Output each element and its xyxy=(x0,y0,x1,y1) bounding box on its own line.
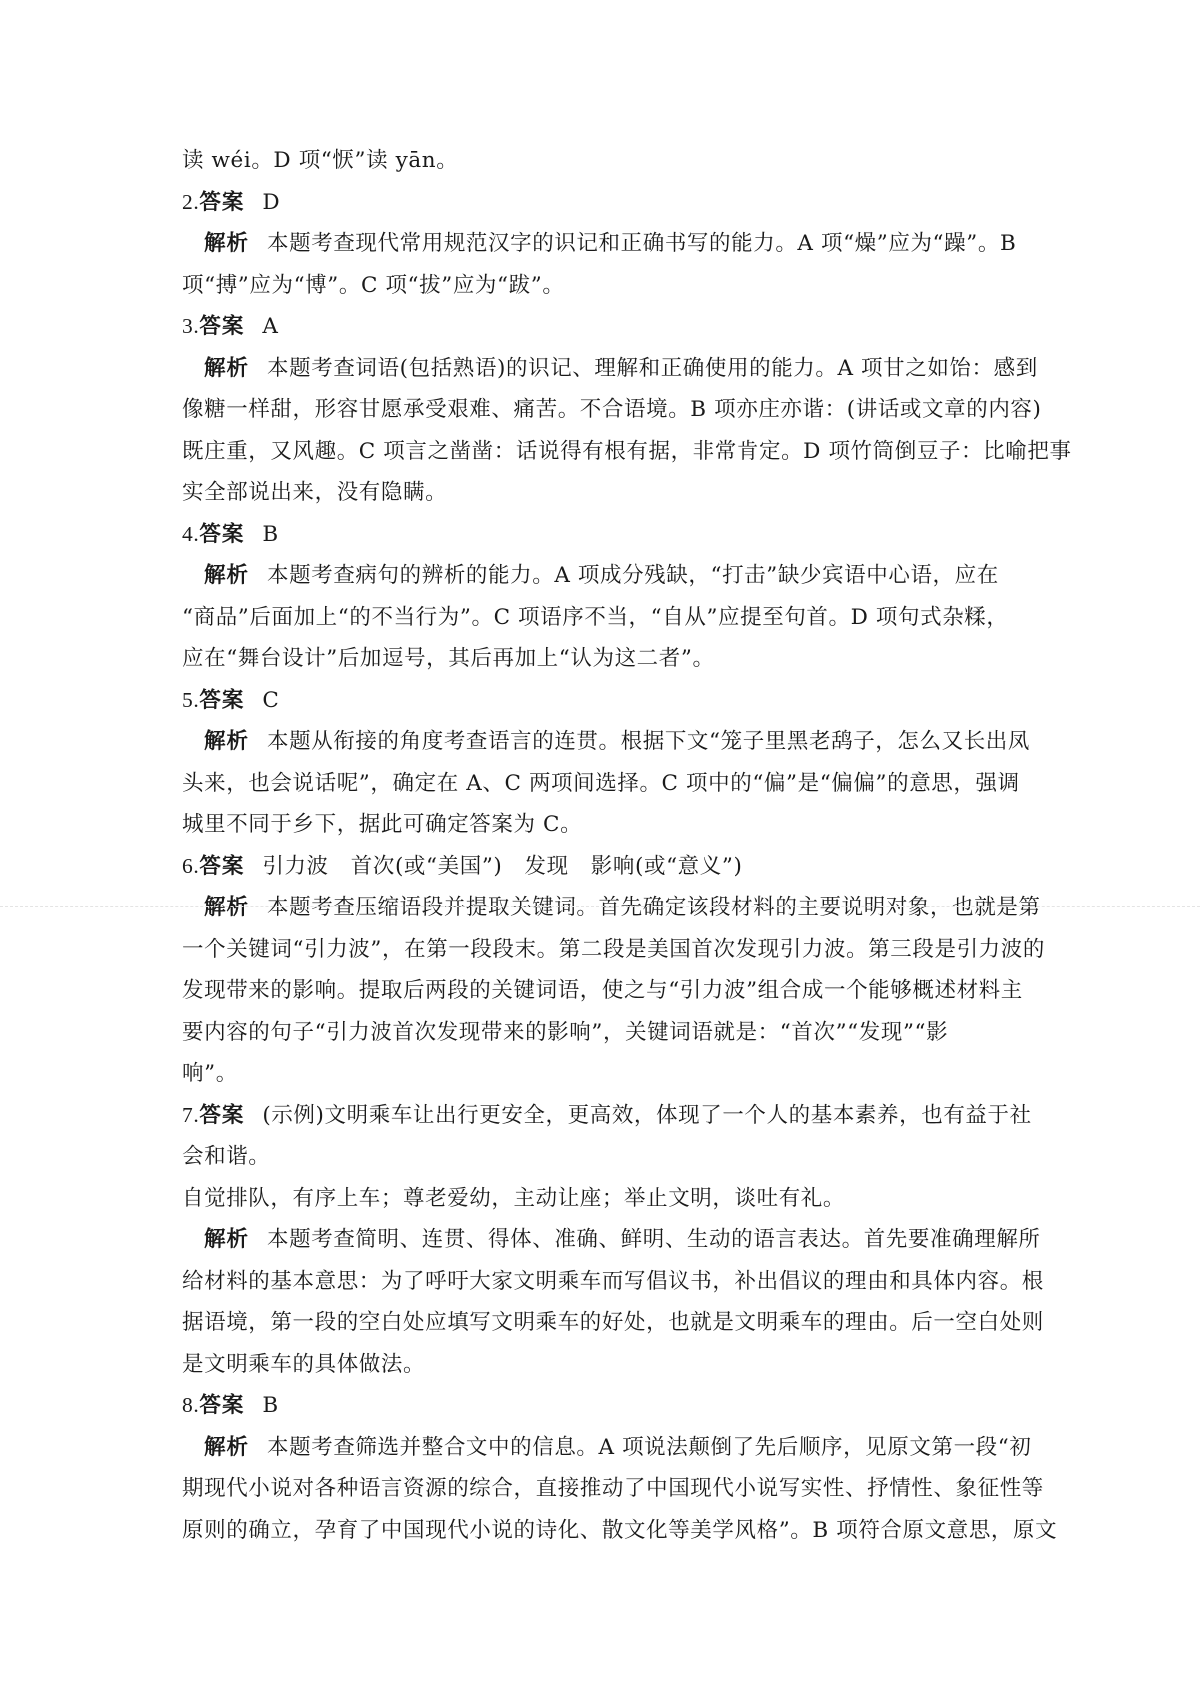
answer-value: B xyxy=(262,521,279,547)
line-text: 是文明乘车的具体做法。 xyxy=(182,1351,426,1377)
line-text: 本题考查病句的辨析的能力。A 项成分残缺，“打击”缺少宾语中心语，应在 xyxy=(267,563,999,588)
answer-line xyxy=(182,1095,1032,1137)
text-line xyxy=(182,1053,1020,1095)
answer-label: 答案 xyxy=(199,1393,245,1418)
text-line xyxy=(182,638,1020,680)
answer-value: 引力波 首次(或“美国”) 发现 影响(或“意义”) xyxy=(262,853,743,879)
answer-label: 答案 xyxy=(199,189,245,215)
answer-line xyxy=(182,306,1020,348)
text-line xyxy=(182,431,1072,473)
line-text: 本题考查词语(包括熟语)的识记、理解和正确使用的能力。A 项甘之如饴：感到 xyxy=(267,355,1038,381)
answer-label: 答案 xyxy=(199,1102,245,1128)
analysis-line xyxy=(182,555,1020,597)
line-text: 本题从衔接的角度考查语言的连贯。根据下文“笼子里黑老鸹子，怎么又长出凤 xyxy=(267,729,1031,754)
question-number: 4. xyxy=(182,521,200,546)
page-divider xyxy=(0,906,1200,907)
line-text: “商品”后面加上“的不当行为”。C 项语序不当，“自从”应提至句首。D 项句式杂糅， xyxy=(182,604,1009,630)
answer-label: 答案 xyxy=(199,521,245,547)
line-text: 响”。 xyxy=(182,1061,238,1086)
question-number: 8. xyxy=(182,1393,200,1417)
analysis-label: 解析 xyxy=(204,729,250,754)
text-line xyxy=(182,472,1020,514)
document-page xyxy=(182,140,1072,1551)
answer-label: 答案 xyxy=(199,853,245,879)
text-line xyxy=(182,1510,1058,1552)
line-text: 项“搏”应为“博”。C 项“拔”应为“跋”。 xyxy=(182,272,565,298)
line-text: 头来，也会说话呢”，确定在 A、C 两项间选择。C 项中的“偏”是“偏偏”的意思，强调 xyxy=(182,770,1020,796)
analysis-label: 解析 xyxy=(204,1227,250,1252)
analysis-line xyxy=(182,1219,1041,1261)
analysis-line xyxy=(182,887,1041,929)
answer-label: 答案 xyxy=(199,314,245,339)
analysis-label: 解析 xyxy=(204,1434,250,1460)
text-line xyxy=(182,597,1020,639)
line-text: 本题考查简明、连贯、得体、准确、鲜明、生动的语言表达。首先要准确理解所 xyxy=(267,1227,1041,1252)
text-line xyxy=(182,1261,1044,1303)
answer-line xyxy=(182,846,1020,888)
question-number: 2. xyxy=(182,189,200,214)
text-line xyxy=(182,140,1020,182)
question-number: 3. xyxy=(182,314,200,338)
analysis-label: 解析 xyxy=(204,231,250,256)
text-line xyxy=(182,1468,1044,1510)
analysis-label: 解析 xyxy=(204,563,250,588)
line-text: 自觉排队，有序上车；尊老爱幼，主动让座；举止文明，谈吐有礼。 xyxy=(182,1185,846,1211)
line-text: 期现代小说对各种语言资源的综合，直接推动了中国现代小说写实性、抒情性、象征性等 xyxy=(182,1476,1044,1501)
answer-line xyxy=(182,1385,1020,1427)
line-text: 要内容的句子“引力波首次发现带来的影响”，关键词语就是：“首次”“发现”“影 xyxy=(182,1019,949,1045)
line-text: 据语境，第一段的空白处应填写文明乘车的好处，也就是文明乘车的理由。后一空白处则 xyxy=(182,1310,1044,1335)
text-line xyxy=(182,265,1020,307)
analysis-line xyxy=(182,721,1031,763)
line-text: 发现带来的影响。提取后两段的关键词语，使之与“引力波”组合成一个能够概述材料主 xyxy=(182,978,1023,1003)
text-line xyxy=(182,1136,1020,1178)
line-text: 实全部说出来，没有隐瞒。 xyxy=(182,480,448,505)
text-line xyxy=(182,763,1020,805)
text-line xyxy=(182,1344,1020,1386)
line-text: 一个关键词“引力波”，在第一段段末。第二段是美国首次发现引力波。第三段是引力波的 xyxy=(182,936,1045,962)
line-text: 城里不同于乡下，据此可确定答案为 C。 xyxy=(182,812,583,837)
question-number: 7. xyxy=(182,1102,200,1127)
analysis-label: 解析 xyxy=(204,895,250,920)
text-line xyxy=(182,1302,1044,1344)
text-line xyxy=(182,1012,1020,1054)
answer-label: 答案 xyxy=(199,687,245,713)
text-line xyxy=(182,804,1020,846)
analysis-label: 解析 xyxy=(204,355,250,381)
answer-line xyxy=(182,680,1020,722)
answer-value: A xyxy=(262,314,279,339)
text-line xyxy=(182,1178,1020,1220)
line-text: 应在“舞台设计”后加逗号，其后再加上“认为这二者”。 xyxy=(182,646,715,671)
line-text: 原则的确立，孕育了中国现代小说的诗化、散文化等美学风格”。B 项符合原文意思，原文 xyxy=(182,1517,1058,1543)
analysis-line xyxy=(182,223,1020,265)
answer-value: B xyxy=(262,1393,279,1418)
question-number: 6. xyxy=(182,853,200,878)
answer-value: D xyxy=(262,189,281,215)
line-text: 读 wéi。D 项“恹”读 yān。 xyxy=(182,148,459,173)
answer-line xyxy=(182,182,1020,224)
answer-line xyxy=(182,514,1020,556)
line-text: 给材料的基本意思：为了呼吁大家文明乘车而写倡议书，补出倡议的理由和具体内容。根 xyxy=(182,1268,1044,1294)
line-text: 会和谐。 xyxy=(182,1144,271,1169)
line-text: 本题考查筛选并整合文中的信息。A 项说法颠倒了先后顺序，见原文第一段“初 xyxy=(267,1434,1032,1460)
line-text: 既庄重，又风趣。C 项言之凿凿：话说得有根有据，非常肯定。D 项竹筒倒豆子：比喻把事 xyxy=(182,438,1072,464)
analysis-line xyxy=(182,348,1038,390)
question-number: 5. xyxy=(182,687,200,712)
analysis-line xyxy=(182,1427,1032,1469)
line-text: 本题考查现代常用规范汉字的识记和正确书写的能力。A 项“燥”应为“躁”。B xyxy=(267,231,1017,256)
answer-value: (示例)文明乘车让出行更安全，更高效，体现了一个人的基本素养，也有益于社 xyxy=(262,1102,1032,1128)
text-line xyxy=(182,970,1023,1012)
line-text: 像糖一样甜，形容甘愿承受艰难、痛苦。不合语境。B 项亦庄亦谐：(讲话或文章的内容) xyxy=(182,397,1042,422)
text-line xyxy=(182,929,1045,971)
text-line xyxy=(182,389,1042,431)
line-text: 本题考查压缩语段并提取关键词。首先确定该段材料的主要说明对象，也就是第 xyxy=(267,895,1041,920)
answer-value: C xyxy=(262,687,280,713)
